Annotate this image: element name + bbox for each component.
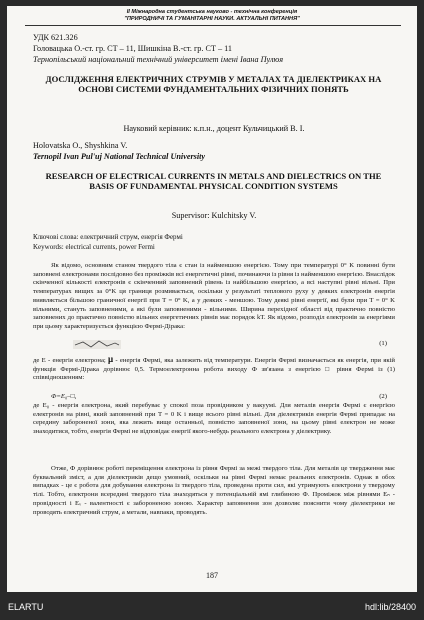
supervisor-en: Supervisor: Kulchitsky V. [171,211,257,220]
title-en: RESEARCH OF ELECTRICAL CURRENTS IN METALS AND DIELECTRICS ON THE BASIS OF FUNDAMENTAL PHYSICAL CONDITION SYSTEMS [45,171,382,192]
authors-en: Holovatska O., Shyshkina V. [33,141,128,150]
authors-ua: Головацька О.-ст. гр. СТ – 11, Шишкіна В.-ст. гр. СТ – 11 [33,44,233,53]
footer-repository-name: ELARTU [8,602,44,612]
document-page [7,6,417,592]
equation-2-text: Ф=E₀–□, [51,393,77,400]
udk-code: УДК 621.326 [33,33,78,42]
fermi-dirac-formula-image [33,339,123,353]
paragraph-3: де E₀ - енергія електрона, який перебуває у спокої поза провідником у вакуумі. Для металів енергія Фермі є енергією електронів на рівні, який заповнений при T = 0 K і вище всього рівні вільні. Для діелектриків енергія Фермі припадає на середину забороненої зони, яка лежить вище останньої, повністю заповненої зони, на цьому рівні електрон не може знаходитися, тобто, енергія Фермі не відповідає енергії якого-небудь реального електрона у діелектрику. [33,402,395,436]
title-ua: ДОСЛІДЖЕННЯ ЕЛЕКТРИЧНИХ СТРУМІВ У МЕТАЛАХ ТА ДІЕЛЕКТРИКАХ НА ОСНОВІ СИСТЕМИ ФУНДАМЕНТАЛЬНИХ ФІЗИЧНИХ ПОНЯТЬ [45,74,382,95]
affiliation-ua: Тернопільський національний технічний університет імені Івана Пулюя [33,55,284,64]
affiliation-en: Ternopil Ivan Pul'uj National Technical University [33,152,206,161]
page-number: 187 [206,571,218,580]
equation-2 [33,392,395,401]
mu-symbol: μ [108,354,114,364]
supervisor-ua: Науковий керівник: к.п.н., доцент Кульчицький В. І. [123,124,305,133]
paragraph-4: Отже, Ф дорівнює роботі переміщення електрона із рівня Фермі за межі твердого тіла. Для металів це твердження має буквальний зміст, а для діелектриків дещо умовний, оскільки на рівні Фермі немає реальних електронів. Однак в обох випадках - це є робота для добування електрона із твердого тіла, проведена проти сил, які утримують електрони у твердому тілі. Тобто, електрони всередині твердого тіла знаходяться у потенціальній ямі глибиною Ф. Проміжок між рівнями Eₙ - провідності і Eᵥ - валентності є забороненою зоною. Характер заповнення зон дозволяє пояснити чому діелектрики не проводять електричний струм, а метали, навпаки, проводять. [33,465,395,516]
equation-1 [33,339,395,351]
keywords-ua: Ключові слова: електричний струм, енергія Фермі [33,233,183,241]
conference-header-line2: "ПРИРОДНИЧІ ТА ГУМАНІТАРНІ НАУКИ. АКТУАЛЬНІ ПИТАННЯ" [124,16,300,22]
equation-1-number: (1) [379,340,387,347]
paragraph-2: де E - енергія електрона; μ - енергія Фермі, яка залежить від температури. Енергія Фермі визначається як енергія, при якій функція Фермі-Дірака дорівнює 0,5. Термоелектронна робота виходу Ф зв'язана з енергією □ рівня Фермі із (1) співвідношенням: [33,354,396,382]
conference-header-line1: II Міжнародна студентська науково - технічна конференція [126,9,298,15]
footer-handle: hdl:lib/28400 [364,602,416,612]
header-divider [25,25,401,26]
paragraph-1: Як відомо, основним станом твердого тіла є стан із найменшою енергією. Тому при температурі 0° K повинні бути заповнені електронами послідовно без проміжків всі енергетичні рівні, починаючи із рівня із найменшою енергією. Внаслідок скінченної кількості електронів є скінченний заповнений рівень із найбільшою енергією, а всі наступні рівні вільні. При температурах вищих за 0°K ця границя розмивається, оскільки у результаті теплового руху у деяких електронів енергія виявляється більшою граничної енергії при T = 0° K, а у деяких - меншою. Тому деякі рівні енергії, які були при T = 0° K вільними, стануть заповненими, а які були заповненими - вільними. Ширина перехідної області від практично повністю заповнених до практично повністю вільних енергетичних рівнів має порядок kT. Як відомо, розподіл електронів за енергіями при цьому характеризується функцією Фермі-Дірака: [33,262,395,330]
equation-2-number: (2) [379,393,387,400]
keywords-en: Keywords: electrical currents, power Fermi [33,243,155,251]
